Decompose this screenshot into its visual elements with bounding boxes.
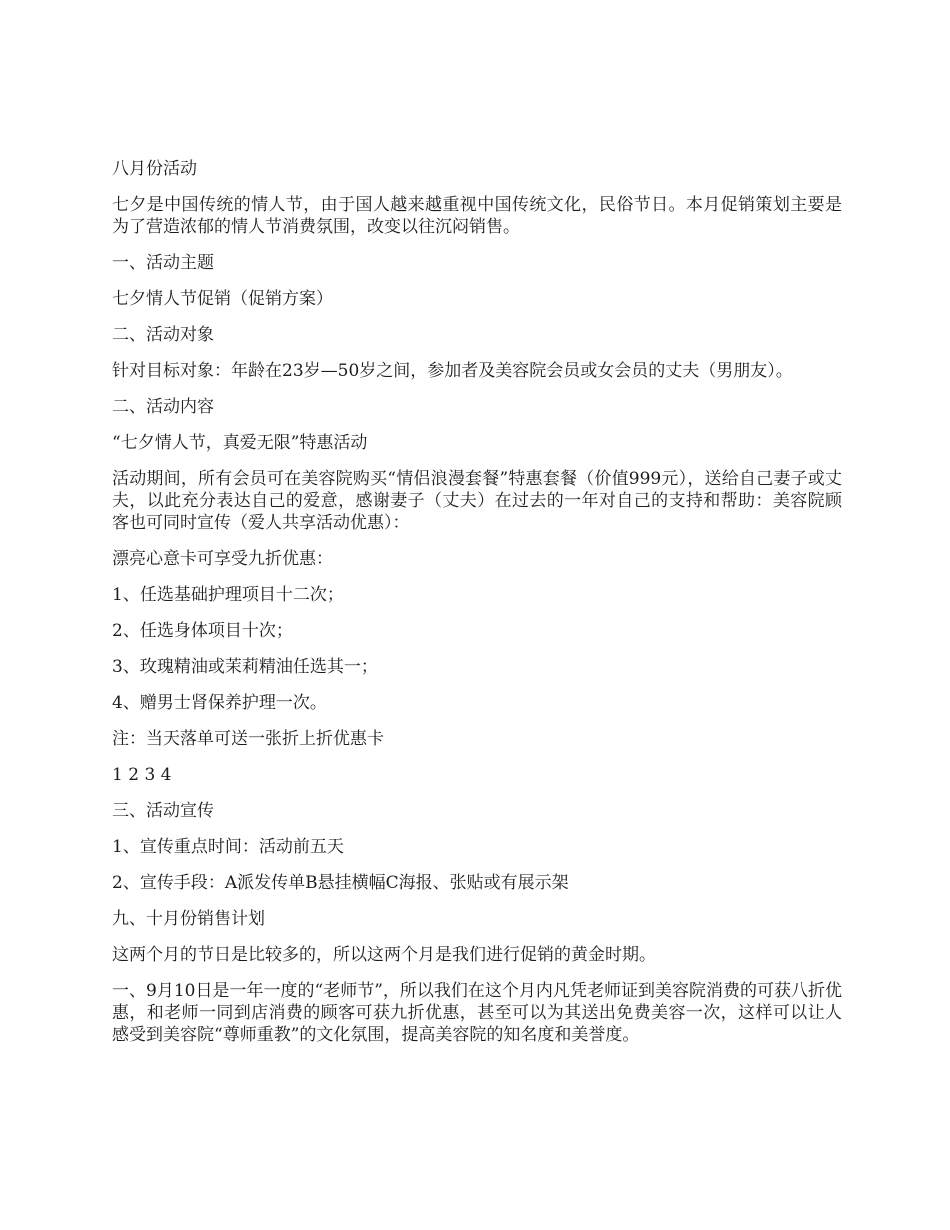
- sep-oct-intro: 这两个月的节日是比较多的，所以这两个月是我们进行促销的黄金时期。: [112, 945, 656, 965]
- audience-text: 针对目标对象：年龄在23岁—50岁之间，参加者及美容院会员或女会员的丈夫（男朋友）。: [112, 361, 793, 381]
- section-heading-sep-oct: 九、十月份销售计划: [112, 909, 265, 929]
- note-text: 注：当天落单可送一张折上折优惠卡: [112, 729, 384, 749]
- card-offer: 漂亮心意卡可享受九折优惠：: [112, 549, 333, 569]
- heading-audience: 二、活动对象: [112, 325, 214, 345]
- campaign-description: 活动期间，所有会员可在美容院购买“情侣浪漫套餐”特惠套餐（价值999元），送给自己妻子或丈夫，以此充分表达自己的爱意，感谢妻子（丈夫）在过去的一年对自己的支持和帮助：美容院顾客也可同时宣传（爱人共享活动优惠）：: [112, 469, 842, 533]
- list-item-2: 2、任选身体项目十次；: [112, 621, 293, 641]
- promotion-time: 1、宣传重点时间：活动前五天: [112, 837, 344, 857]
- intro-paragraph: 七夕是中国传统的情人节，由于国人越来越重视中国传统文化，民俗节日。本月促销策划主要是为了营造浓郁的情人节消费氛围，改变以往沉闷销售。: [112, 195, 842, 237]
- number-line: 1 2 3 4: [112, 765, 172, 785]
- theme-text: 七夕情人节促销（促销方案）: [112, 289, 333, 309]
- campaign-title: “七夕情人节，真爱无限”特惠活动: [112, 433, 368, 453]
- section-heading-august: 八月份活动: [112, 159, 197, 179]
- list-item-3: 3、玫瑰精油或茉莉精油任选其一；: [112, 657, 378, 677]
- list-item-4: 4、赠男士肾保养护理一次。: [112, 693, 327, 713]
- heading-content: 二、活动内容: [112, 397, 214, 417]
- heading-promotion: 三、活动宣传: [112, 801, 214, 821]
- promotion-methods: 2、宣传手段：A派发传单B悬挂横幅C海报、张贴或有展示架: [112, 873, 569, 893]
- teachers-day-paragraph: 一、9月10日是一年一度的“老师节”，所以我们在这个月内凡凭老师证到美容院消费的可获八折优惠，和老师一同到店消费的顾客可获九折优惠，甚至可以为其送出免费美容一次，这样可以让人感受到美容院“尊师重教”的文化氛围，提高美容院的知名度和美誉度。: [112, 981, 842, 1045]
- list-item-1: 1、任选基础护理项目十二次；: [112, 585, 344, 605]
- document-page: [112, 158, 842, 1060]
- heading-theme: 一、活动主题: [112, 253, 214, 273]
